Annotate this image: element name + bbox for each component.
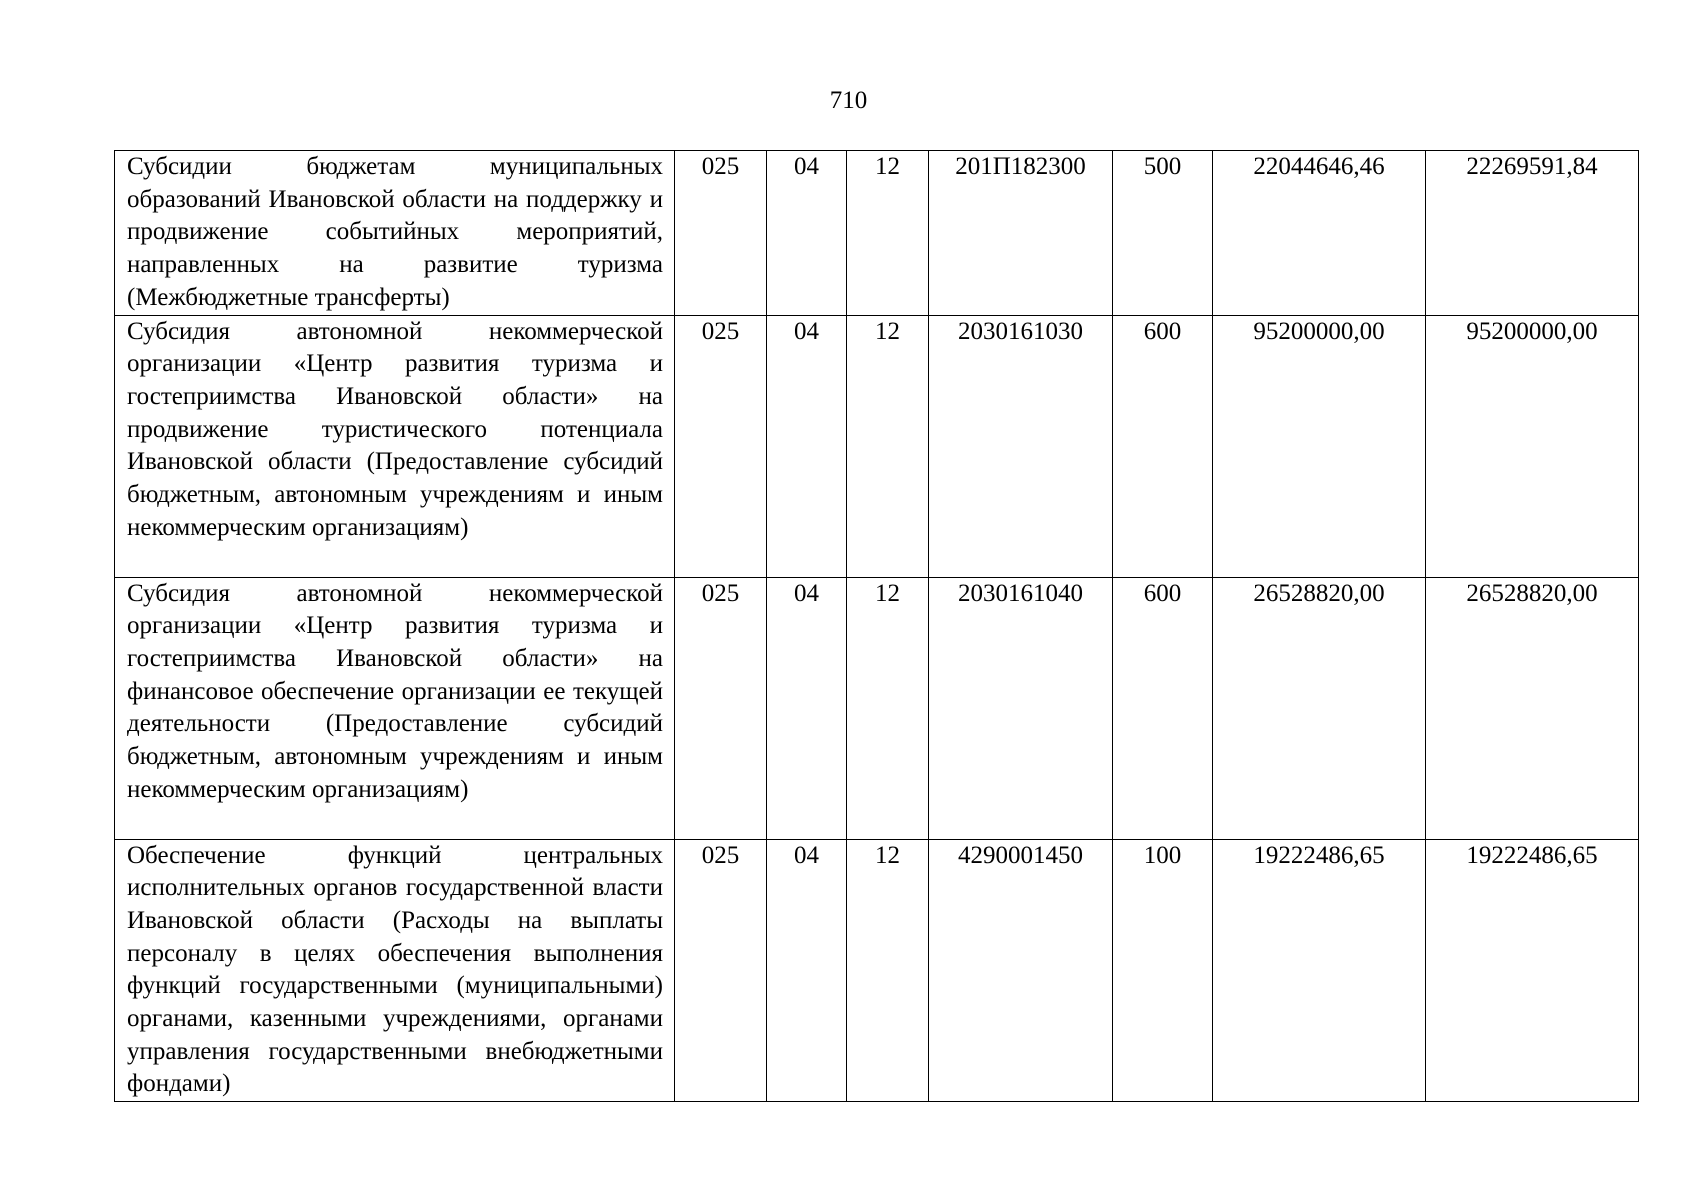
section-code: 04 [767,839,847,1102]
expense-type-code: 100 [1113,839,1213,1102]
subsection-code: 12 [847,315,929,577]
ministry-code: 025 [675,577,767,839]
target-article-code: 2030161040 [929,577,1113,839]
ministry-code: 025 [675,151,767,316]
amount-year-2: 95200000,00 [1426,315,1639,577]
amount-year-1: 95200000,00 [1213,315,1426,577]
ministry-code: 025 [675,839,767,1102]
subsection-code: 12 [847,577,929,839]
subsection-code: 12 [847,151,929,316]
budget-table [114,150,1639,1102]
table-row [115,577,1639,839]
section-code: 04 [767,315,847,577]
expense-description: Обеспечение функций центральных исполнительных органов государственной власти Ивановской области (Расходы на выплаты персоналу в целях обеспечения выполнения функций государственными (муниципальными) органами, казенными учреждениями, органами управления государственными внебюджетными фондами) [115,839,675,1102]
expense-description: Субсидия автономной некоммерческой организации «Центр развития туризма и гостеприимства Ивановской области» на продвижение туристического потенциала Ивановской области (Предоставление субсидий бюджетным, автономным учреждениям и иным некоммерческим организациям) [115,315,675,577]
table-row [115,839,1639,1102]
expense-description: Субсидия автономной некоммерческой организации «Центр развития туризма и гостеприимства Ивановской области» на финансовое обеспечение организации ее текущей деятельности (Предоставление субсидий бюджетным, автономным учреждениям и иным некоммерческим организациям) [115,577,675,839]
expense-type-code: 600 [1113,577,1213,839]
amount-year-1: 19222486,65 [1213,839,1426,1102]
target-article-code: 4290001450 [929,839,1113,1102]
page-number: 710 [829,87,868,114]
expense-type-code: 500 [1113,151,1213,316]
amount-year-2: 22269591,84 [1426,151,1639,316]
subsection-code: 12 [847,839,929,1102]
amount-year-1: 26528820,00 [1213,577,1426,839]
section-code: 04 [767,577,847,839]
amount-year-2: 26528820,00 [1426,577,1639,839]
section-code: 04 [767,151,847,316]
amount-year-1: 22044646,46 [1213,151,1426,316]
target-article-code: 201П182300 [929,151,1113,316]
expense-type-code: 600 [1113,315,1213,577]
target-article-code: 2030161030 [929,315,1113,577]
table-row [115,315,1639,577]
expense-description: Субсидии бюджетам муниципальных образований Ивановской области на поддержку и продвижение событийных мероприятий, направленных на развитие туризма (Межбюджетные трансферты) [115,151,675,316]
amount-year-2: 19222486,65 [1426,839,1639,1102]
table-row [115,151,1639,316]
ministry-code: 025 [675,315,767,577]
